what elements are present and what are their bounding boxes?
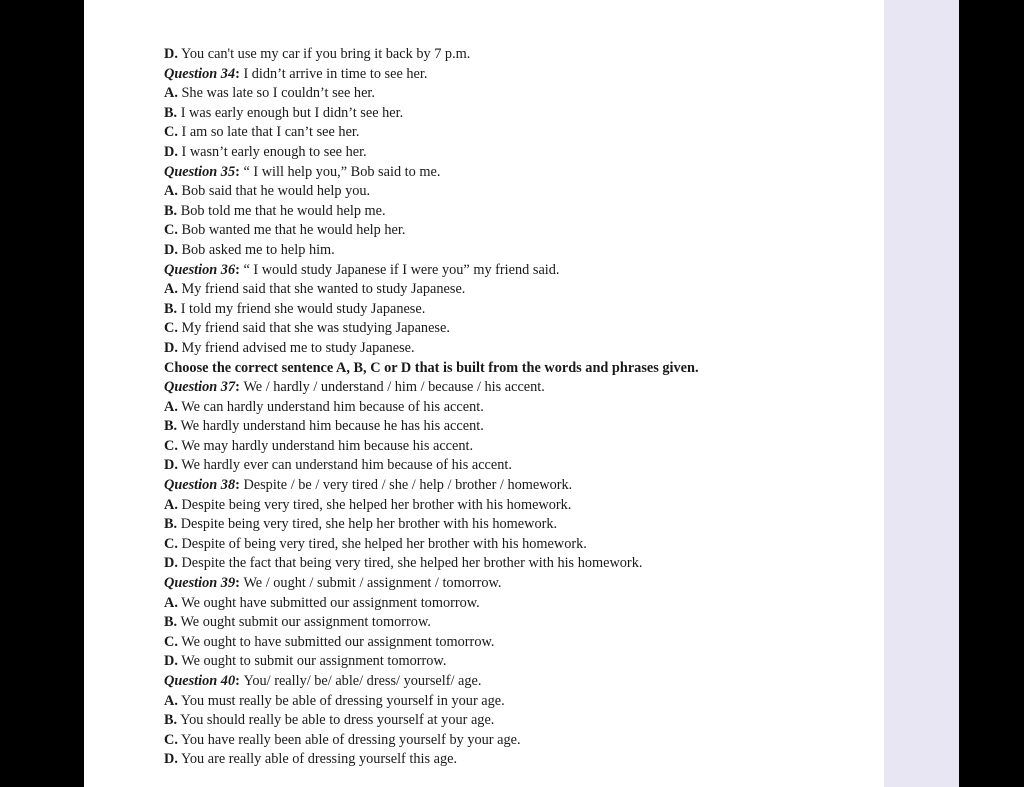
option-label: C. bbox=[164, 222, 178, 239]
option-text: We can hardly understand him because of his accent. bbox=[181, 398, 484, 415]
option-text: Despite of being very tired, she helped her brother with his homework. bbox=[181, 535, 587, 552]
option-label: D. bbox=[164, 339, 178, 356]
question-label: Question 38 bbox=[164, 477, 236, 494]
option-text: My friend advised me to study Japanese. bbox=[181, 339, 415, 356]
option-text: Despite being very tired, she helped her brother with his homework. bbox=[181, 496, 572, 513]
option-text: We hardly understand him because he has his accent. bbox=[180, 418, 484, 435]
option-label: C. bbox=[164, 731, 178, 748]
option-line bbox=[164, 221, 879, 241]
option-text: I am so late that I can’t see her. bbox=[181, 124, 360, 141]
option-label: D. bbox=[164, 751, 178, 768]
option-label: D. bbox=[164, 46, 178, 62]
option-line bbox=[164, 437, 879, 457]
option-text: Bob wanted me that he would help her. bbox=[181, 222, 406, 239]
option-text: She was late so I couldn’t see her. bbox=[181, 85, 375, 102]
option-line bbox=[164, 594, 879, 614]
question-text: Despite / be / very tired / she / help / brother / homework. bbox=[243, 477, 573, 494]
option-line bbox=[164, 613, 879, 633]
option-text: I wasn’t early enough to see her. bbox=[181, 143, 367, 160]
option-line bbox=[164, 554, 879, 574]
question-line: Question 34: I didn’t arrive in time to see her. bbox=[164, 65, 428, 82]
question-label: Question 34 bbox=[164, 65, 236, 82]
option-label: B. bbox=[164, 202, 178, 219]
option-line bbox=[164, 398, 879, 418]
option-line bbox=[164, 750, 879, 770]
option-label: C. bbox=[164, 535, 178, 552]
option-line bbox=[164, 280, 879, 300]
option-text: We ought to submit our assignment tomorrow. bbox=[181, 653, 447, 670]
option-line bbox=[164, 652, 879, 672]
option-label: B. bbox=[164, 614, 178, 631]
option-line bbox=[164, 104, 879, 124]
option-line bbox=[164, 319, 879, 339]
option-line bbox=[164, 417, 879, 437]
question-label: Question 40 bbox=[164, 673, 236, 689]
option-label: C. bbox=[164, 437, 178, 454]
option-text: You have really been able of dressing yourself by your age. bbox=[180, 731, 521, 748]
question-text: I didn’t arrive in time to see her. bbox=[243, 65, 428, 82]
option-label: A. bbox=[164, 281, 178, 298]
option-text: Bob asked me to help him. bbox=[181, 241, 335, 258]
question-text: You/ really/ be/ able/ dress/ yourself/ age. bbox=[243, 673, 482, 689]
option-text: My friend said that she wanted to study Japanese. bbox=[181, 281, 466, 298]
question-text: “ I would study Japanese if I were you” my friend said. bbox=[243, 261, 560, 278]
option-label: B. bbox=[164, 516, 178, 533]
option-label: A. bbox=[164, 85, 178, 102]
option-line bbox=[164, 241, 879, 261]
instruction-line: Choose the correct sentence A, B, C or D that is built from the words and phrases given. bbox=[164, 359, 699, 376]
question-line: Question 36: “ I would study Japanese if I were you” my friend said. bbox=[164, 261, 560, 278]
option-line bbox=[164, 515, 879, 535]
option-line bbox=[164, 535, 879, 555]
option-label: C. bbox=[164, 633, 178, 650]
option-line bbox=[164, 496, 879, 516]
question-label: Question 39 bbox=[164, 575, 236, 592]
option-text: You should really be able to dress yourself at your age. bbox=[180, 712, 495, 729]
option-label: A. bbox=[164, 398, 178, 415]
option-text: You must really be able of dressing yourself in your age. bbox=[180, 692, 505, 709]
option-label: B. bbox=[164, 104, 178, 121]
option-line bbox=[164, 692, 879, 712]
option-line bbox=[164, 300, 879, 320]
side-panel bbox=[884, 0, 959, 787]
option-label: D. bbox=[164, 653, 178, 670]
question-line: Question 37: We / hardly / understand / him / because / his accent. bbox=[164, 379, 545, 396]
question-line: Question 38: Despite / be / very tired / she / help / brother / homework. bbox=[164, 477, 573, 494]
option-text: Despite the fact that being very tired, she helped her brother with his homework. bbox=[181, 555, 643, 572]
option-text: I was early enough but I didn’t see her. bbox=[180, 104, 404, 121]
option-text: We hardly ever can understand him because of his accent. bbox=[181, 457, 512, 474]
option-text: We ought to have submitted our assignment tomorrow. bbox=[181, 633, 495, 650]
option-line bbox=[164, 45, 879, 65]
question-label: Question 36 bbox=[164, 261, 236, 278]
question-text: “ I will help you,” Bob said to me. bbox=[243, 163, 441, 180]
option-label: B. bbox=[164, 712, 178, 729]
option-label: A. bbox=[164, 594, 178, 611]
question-line: Question 40: You/ really/ be/ able/ dress/ yourself/ age. bbox=[164, 673, 482, 689]
document-page bbox=[84, 0, 884, 787]
question-label: Question 37 bbox=[164, 379, 236, 396]
option-label: D. bbox=[164, 143, 178, 160]
option-line bbox=[164, 711, 879, 731]
option-line bbox=[164, 202, 879, 222]
option-label: B. bbox=[164, 418, 178, 435]
option-label: D. bbox=[164, 457, 178, 474]
option-label: B. bbox=[164, 300, 178, 317]
document-content bbox=[164, 45, 879, 770]
question-line: Question 35: “ I will help you,” Bob said to me. bbox=[164, 163, 441, 180]
option-text: Bob told me that he would help me. bbox=[180, 202, 386, 219]
option-line bbox=[164, 456, 879, 476]
option-line bbox=[164, 84, 879, 104]
option-line bbox=[164, 182, 879, 202]
option-line bbox=[164, 731, 879, 751]
option-text: Despite being very tired, she help her brother with his homework. bbox=[180, 516, 558, 533]
option-text: Bob said that he would help you. bbox=[181, 183, 371, 200]
option-line bbox=[164, 339, 879, 359]
question-text: We / ought / submit / assignment / tomorrow. bbox=[243, 575, 502, 592]
option-label: A. bbox=[164, 496, 178, 513]
option-text: My friend said that she was studying Japanese. bbox=[181, 320, 450, 337]
option-label: A. bbox=[164, 183, 178, 200]
option-label: A. bbox=[164, 692, 178, 709]
option-line bbox=[164, 143, 879, 163]
question-text: We / hardly / understand / him / because / his accent. bbox=[243, 379, 545, 396]
option-text: We ought submit our assignment tomorrow. bbox=[180, 614, 431, 631]
option-text: We ought have submitted our assignment tomorrow. bbox=[181, 594, 480, 611]
option-label: C. bbox=[164, 124, 178, 141]
question-label: Question 35 bbox=[164, 163, 236, 180]
option-line bbox=[164, 123, 879, 143]
option-line bbox=[164, 633, 879, 653]
question-line: Question 39: We / ought / submit / assignment / tomorrow. bbox=[164, 575, 502, 592]
option-text: You are really able of dressing yourself this age. bbox=[180, 751, 458, 768]
option-text: I told my friend she would study Japanese. bbox=[180, 300, 426, 317]
option-label: D. bbox=[164, 241, 178, 258]
option-label: C. bbox=[164, 320, 178, 337]
option-label: D. bbox=[164, 555, 178, 572]
option-text: You can't use my car if you bring it back by 7 p.m. bbox=[180, 46, 471, 62]
option-text: We may hardly understand him because his accent. bbox=[181, 437, 474, 454]
